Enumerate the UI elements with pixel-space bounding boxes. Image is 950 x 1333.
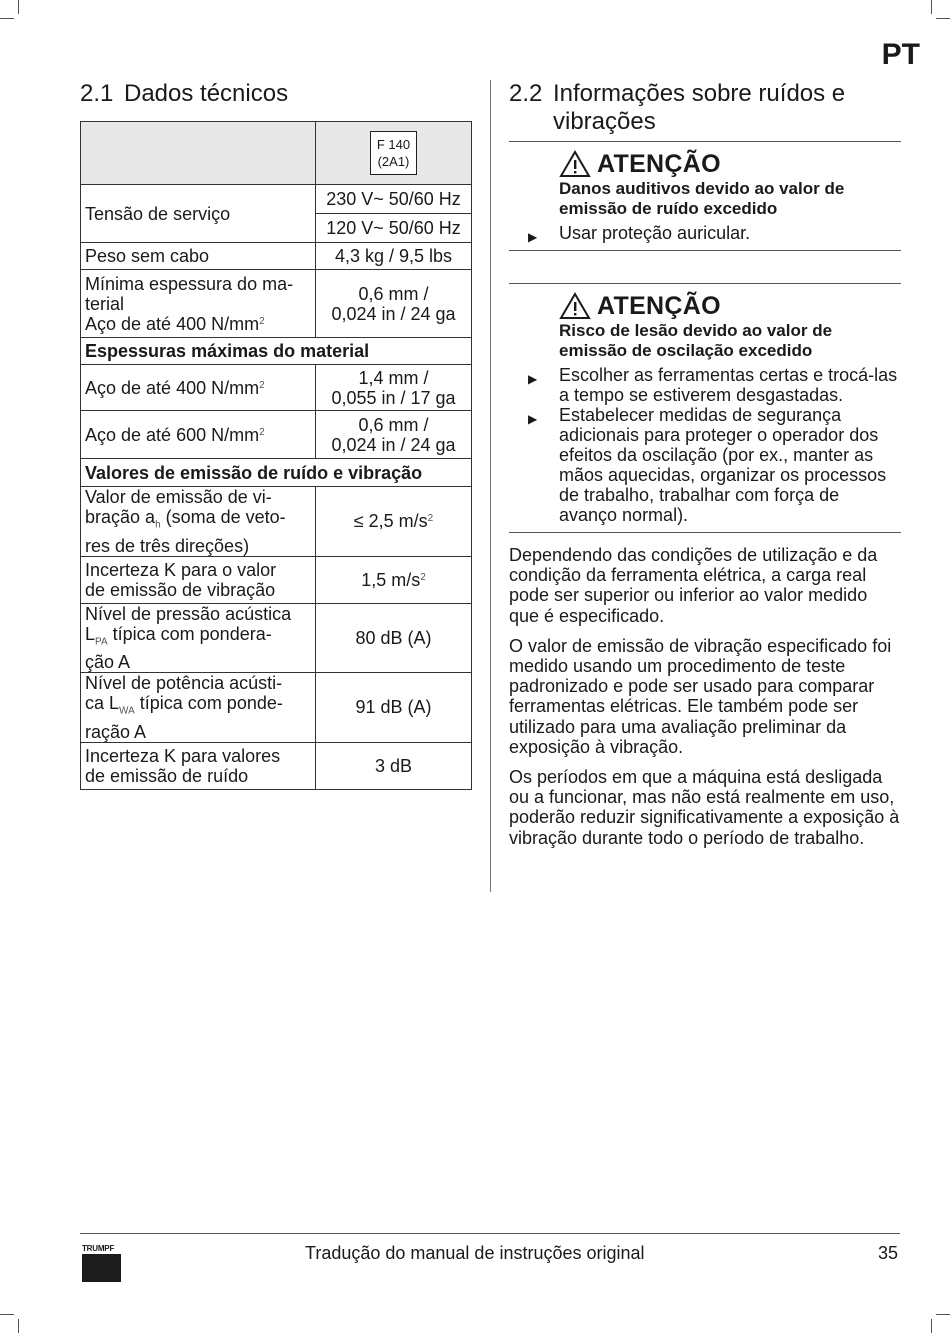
value-line: 0,024 in / 24 ga xyxy=(331,303,456,324)
label-line: bração a xyxy=(85,507,156,527)
value-line: 1,4 mm / xyxy=(358,367,429,388)
label-line: terial xyxy=(85,293,125,314)
section-title-text: Dados técnicos xyxy=(124,80,289,107)
warning-action-list xyxy=(509,223,901,243)
subheader-row xyxy=(81,459,472,487)
crop-mark xyxy=(18,0,19,14)
weight-value: 4,3 kg / 9,5 lbs xyxy=(316,243,472,270)
value-line: 0,024 in / 24 ga xyxy=(331,434,456,455)
voltage-values xyxy=(316,185,472,243)
subscript: PA xyxy=(95,636,108,648)
value-line: 0,6 mm / xyxy=(358,414,429,435)
table-row xyxy=(81,556,472,603)
table-row xyxy=(81,270,472,338)
noise-vibration-section xyxy=(509,80,901,858)
section-number: 2.2 xyxy=(509,80,543,107)
label-line: ca L xyxy=(85,693,120,714)
table-row xyxy=(81,742,472,789)
max-thickness-header: Espessuras máximas do material xyxy=(81,338,472,365)
vibration-value xyxy=(316,487,472,557)
weight-label: Peso sem cabo xyxy=(81,243,316,270)
paragraph: Dependendo das condições de utilização e da condição da ferramenta elétrica, a carga real pode ser superior ou inferior ao valor medido que é especificado. xyxy=(509,545,878,626)
label-line: típica com ponde- xyxy=(134,693,283,714)
superscript: 2 xyxy=(420,571,426,583)
page-number: 35 xyxy=(877,1243,898,1263)
sound-pressure-value: 80 dB (A) xyxy=(316,603,472,673)
table-row xyxy=(81,673,472,743)
crop-mark xyxy=(936,1314,950,1315)
subscript: h xyxy=(155,519,161,531)
label-line: Aço de até 400 N/mm xyxy=(85,313,260,334)
superscript: 2 xyxy=(427,513,434,525)
subscript: WA xyxy=(119,705,135,717)
arrow-right-icon: ▶ xyxy=(528,230,538,244)
label-line: Nível de pressão acústica xyxy=(85,603,292,624)
label-line: Incerteza K para valores xyxy=(85,745,281,766)
min-thickness-value xyxy=(316,270,472,338)
label-line: ção A xyxy=(85,652,131,673)
crop-mark xyxy=(936,18,950,19)
crop-mark xyxy=(0,1314,14,1315)
logo-text: TRUMPF xyxy=(82,1244,115,1253)
table-row xyxy=(81,185,472,243)
crop-mark xyxy=(931,0,932,14)
crop-mark xyxy=(18,1319,19,1333)
superscript: 2 xyxy=(259,315,265,327)
crop-mark xyxy=(931,1319,932,1333)
trumpf-logo xyxy=(82,1244,122,1282)
language-tag: PT xyxy=(881,38,920,71)
sound-pressure-label xyxy=(81,603,316,673)
technical-data-section xyxy=(80,80,472,790)
table-row xyxy=(81,365,472,411)
footer-text: Tradução do manual de instruções original xyxy=(305,1243,645,1263)
technical-data-table xyxy=(80,121,472,790)
warning-subtitle: Danos auditivos devido ao valor de emissão de ruído excedido xyxy=(559,179,845,218)
warning-heading-text: ATENÇÃO xyxy=(597,150,721,178)
model-box xyxy=(370,131,417,175)
model-code: (2A1) xyxy=(377,154,410,169)
sound-power-label xyxy=(81,673,316,743)
list-item xyxy=(509,405,901,525)
uncertainty-vibration-value xyxy=(316,556,472,603)
label-line: Incerteza K para o valor xyxy=(85,559,277,580)
list-item-text: Estabelecer medidas de segurança adicionais para proteger o operador dos efeitos da oscilação (por ex., manter as mãos aquecidas, organizar os processos de trabalho, trabalhar com força de avanço normal). xyxy=(559,405,887,525)
superscript: 2 xyxy=(259,379,265,391)
header-empty-cell xyxy=(81,122,316,185)
section-title xyxy=(509,80,901,136)
value-line: 0,6 mm / xyxy=(358,283,429,304)
header-model-cell xyxy=(316,122,472,185)
section-title xyxy=(80,80,472,108)
warning-subtitle: Risco de lesão devido ao valor de emissão de oscilação excedido xyxy=(559,321,833,360)
warning-triangle-icon xyxy=(559,150,591,178)
table-header-row xyxy=(81,122,472,185)
table-row xyxy=(81,411,472,459)
value-text: 1,5 m/s xyxy=(361,569,421,590)
voltage-value-230: 230 V~ 50/60 Hz xyxy=(326,189,461,209)
column-divider xyxy=(490,80,491,892)
logo-block xyxy=(82,1254,121,1282)
uncertainty-noise-label xyxy=(81,742,316,789)
warning-heading xyxy=(559,291,901,321)
body-text xyxy=(509,545,901,848)
label-line: res de três direções) xyxy=(85,535,250,556)
arrow-right-icon: ▶ xyxy=(528,372,538,386)
list-item-text: Usar proteção auricular. xyxy=(559,223,751,243)
warning-box-hearing xyxy=(509,141,901,251)
label-line: Nível de potência acústi- xyxy=(85,673,283,694)
section-number: 2.1 xyxy=(80,80,114,107)
sound-power-value: 91 dB (A) xyxy=(316,673,472,743)
value-text: ≤ 2,5 m/s xyxy=(353,511,428,532)
arrow-right-icon: ▶ xyxy=(528,412,538,426)
warning-heading xyxy=(559,149,901,179)
section-title-text: Informações sobre ruídos e vibrações xyxy=(553,80,846,135)
warning-box-vibration xyxy=(509,283,901,533)
footer-divider xyxy=(80,1233,900,1234)
list-item xyxy=(509,365,901,405)
value-line: 0,055 in / 17 ga xyxy=(331,387,456,408)
label-line: de emissão de ruído xyxy=(85,765,249,786)
model-name: F 140 xyxy=(376,137,411,152)
voltage-value-120: 120 V~ 50/60 Hz xyxy=(316,213,471,242)
label-line: Mínima espessura do ma- xyxy=(85,273,294,294)
label-line: L xyxy=(85,623,96,644)
table-row xyxy=(81,603,472,673)
label-line: ração A xyxy=(85,721,147,742)
uncertainty-noise-value: 3 dB xyxy=(316,742,472,789)
voltage-label: Tensão de serviço xyxy=(81,185,316,243)
paragraph: O valor de emissão de vibração especificado foi medido usando um procedimento de teste padronizado e pode ser usado para comparar ferramentas elétricas. Ele também pode ser utilizado para uma avaliação preliminar da exposição à vibração. xyxy=(509,635,892,757)
warning-heading-text: ATENÇÃO xyxy=(597,292,721,320)
warning-triangle-icon xyxy=(559,292,591,320)
list-item-text: Escolher as ferramentas certas e trocá-las a tempo se estiverem desgastadas. xyxy=(559,365,898,405)
subheader-row xyxy=(81,338,472,365)
label-text: Aço de até 400 N/mm xyxy=(85,377,260,398)
paragraph: Os períodos em que a máquina está desligada ou a funcionar, mas não está realmente em uso, poderão reduzir significativamente a exposição à vibração durante todo o período de trabalho. xyxy=(509,767,900,848)
warning-action-list xyxy=(509,365,901,525)
label-line: de emissão de vibração xyxy=(85,579,276,600)
table-row xyxy=(81,487,472,557)
max-600-label xyxy=(81,411,316,459)
table-row xyxy=(81,243,472,270)
max-600-value xyxy=(316,411,472,459)
label-text: Aço de até 600 N/mm xyxy=(85,424,260,445)
max-400-value xyxy=(316,365,472,411)
label-line: Valor de emissão de vi- xyxy=(85,487,272,507)
superscript: 2 xyxy=(259,426,265,438)
crop-mark xyxy=(0,18,14,19)
vibration-label xyxy=(81,487,316,557)
uncertainty-vibration-label xyxy=(81,556,316,603)
max-400-label xyxy=(81,365,316,411)
noise-vibration-header: Valores de emissão de ruído e vibração xyxy=(81,459,472,487)
min-thickness-label xyxy=(81,270,316,338)
label-line: (soma de veto- xyxy=(160,507,286,527)
list-item xyxy=(509,223,901,243)
label-line: típica com pondera- xyxy=(107,623,272,644)
